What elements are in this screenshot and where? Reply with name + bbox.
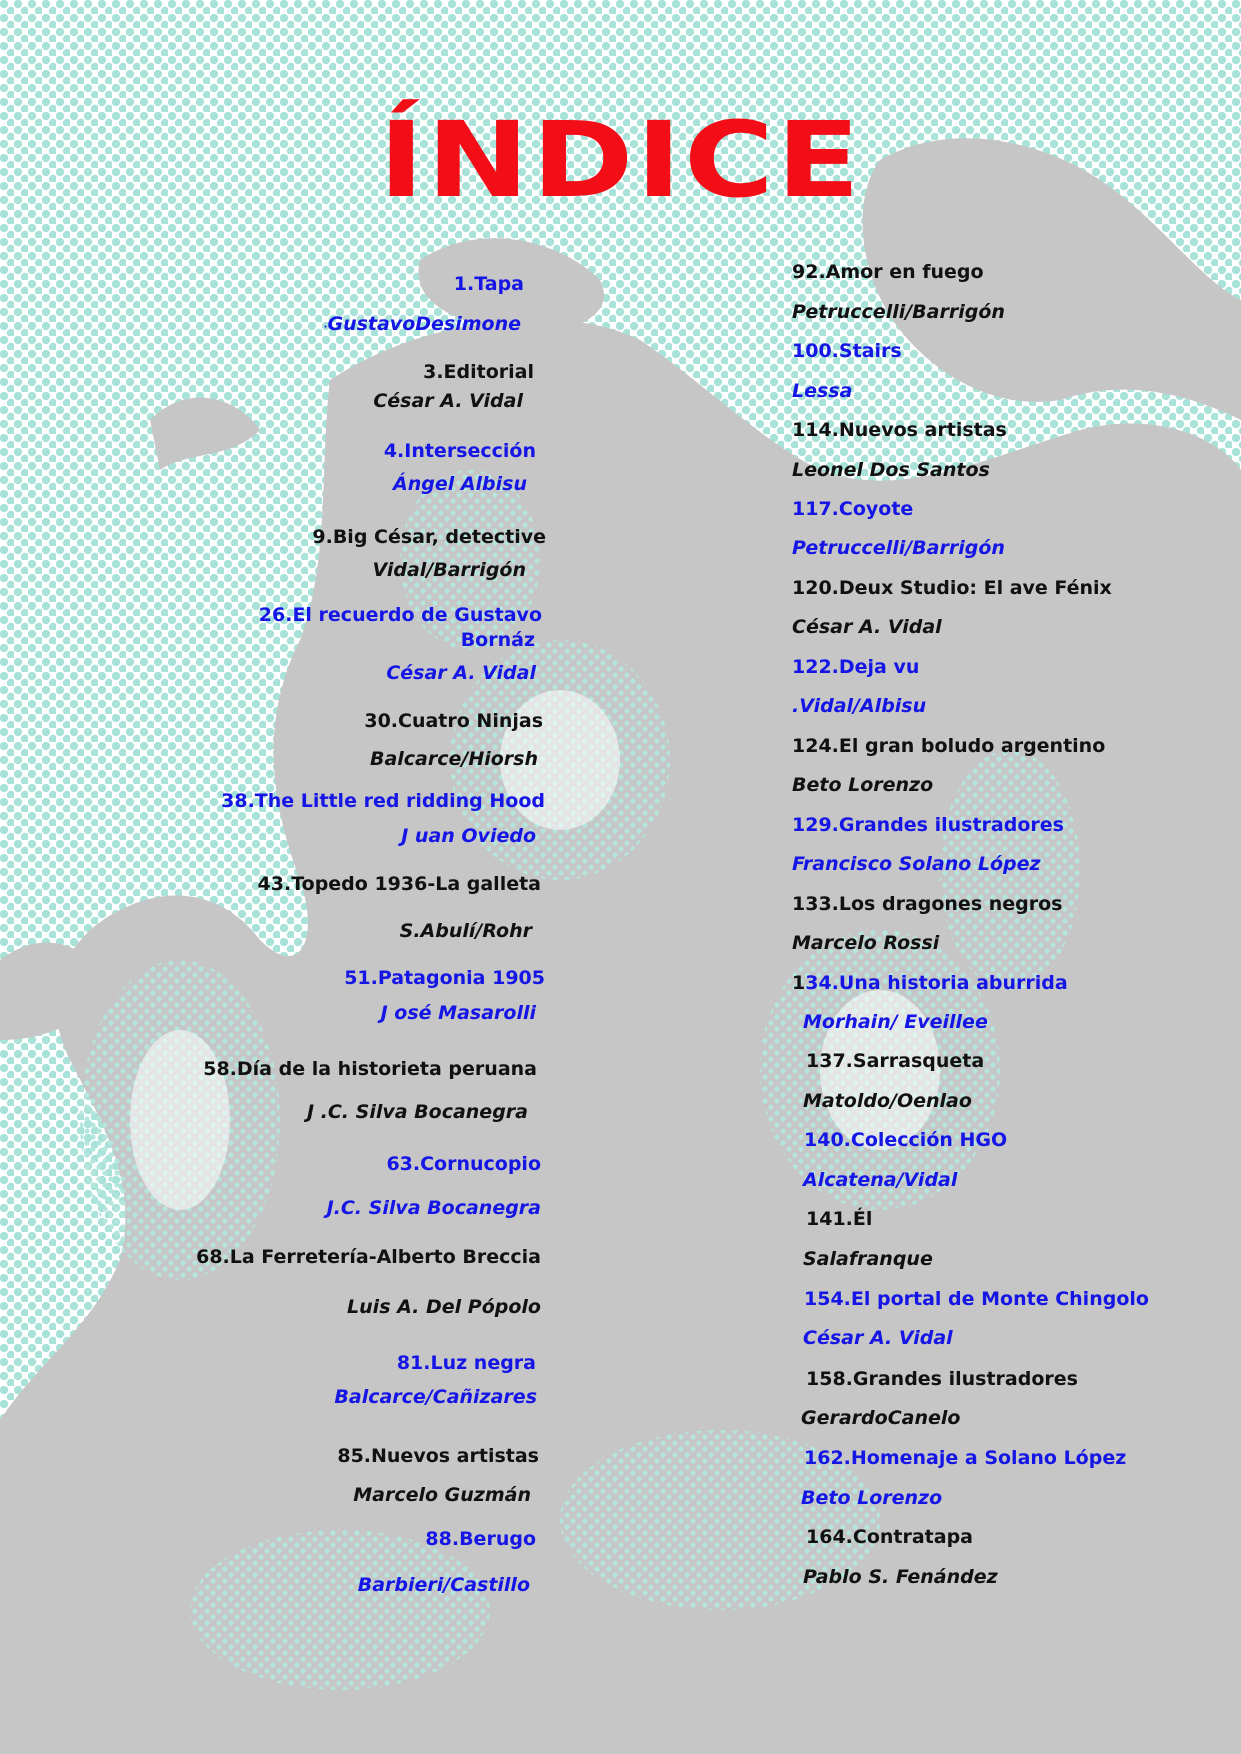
toc-title: 114.Nuevos artistas (792, 419, 1007, 441)
toc-title: 58.Día de la historieta peruana (203, 1058, 537, 1080)
toc-author: Balcarce/Hiorsh (369, 748, 538, 770)
toc-title: 100.Stairs (792, 340, 902, 362)
toc-title: 92.Amor en fuego (792, 261, 984, 283)
toc-title: 124.El gran boludo argentino (792, 735, 1106, 757)
toc-author: J.C. Silva Bocanegra (326, 1197, 541, 1219)
toc-title: 63.Cornucopio (386, 1153, 541, 1175)
toc-author: Marcelo Rossi (792, 932, 940, 954)
bullet-mark: · (323, 322, 328, 333)
toc-title: 158.Grandes ilustradores (806, 1368, 1078, 1390)
toc-author: Alcatena/Vidal (803, 1169, 958, 1191)
toc-author: Francisco Solano López (792, 853, 1041, 875)
toc-author: César A. Vidal (386, 662, 536, 684)
toc-title: 85.Nuevos artistas (337, 1445, 539, 1467)
toc-title: 164.Contratapa (806, 1526, 974, 1548)
toc-title: 88.Berugo (425, 1528, 536, 1550)
toc-author: Beto Lorenzo (801, 1487, 943, 1509)
toc-author: Balcarce/Cañizares (334, 1386, 537, 1408)
toc-author: S.Abulí/Rohr (399, 920, 532, 942)
toc-title: 133.Los dragones negros (792, 893, 1063, 915)
toc-title-continued: Bornáz (460, 629, 535, 651)
toc-author: César A. Vidal (792, 616, 942, 638)
toc-title: 140.Colección HGO (804, 1129, 1008, 1151)
toc-title: 162.Homenaje a Solano López (804, 1447, 1127, 1469)
toc-author: Petruccelli/Barrigón (792, 537, 1005, 559)
toc-author-text: GustavoDesimone (327, 313, 521, 335)
toc-title: 137.Sarrasqueta (806, 1050, 985, 1072)
toc-author: Luis A. Del Pópolo (347, 1296, 541, 1318)
toc-author: Morhain/ Eveillee (803, 1011, 988, 1033)
toc-title: 51.Patagonia 1905 (344, 967, 545, 989)
toc-title: 3.Editorial (423, 361, 534, 383)
toc-author: Vidal/Barrigón (372, 559, 526, 581)
toc-author: GerardoCanelo (801, 1407, 961, 1429)
toc-author: Beto Lorenzo (792, 774, 934, 796)
toc-author: Lessa (792, 380, 853, 402)
toc-title: 154.El portal de Monte Chingolo (804, 1288, 1149, 1310)
toc-title: 122.Deja vu (792, 656, 920, 678)
page-title: ÍNDICE (378, 99, 863, 221)
toc-title: 117.Coyote (792, 498, 914, 520)
toc-author: César A. Vidal (803, 1327, 953, 1349)
toc-title: 68.La Ferretería-Alberto Breccia (196, 1246, 541, 1268)
toc-author: Pablo S. Fenández (803, 1566, 998, 1588)
toc-author: J .C. Silva Bocanegra (306, 1101, 528, 1123)
toc-title: 120.Deux Studio: El ave Fénix (792, 577, 1112, 599)
toc-title: 30.Cuatro Ninjas (364, 710, 543, 732)
toc-author: Salafranque (803, 1248, 933, 1270)
toc-author: Leonel Dos Santos (792, 459, 990, 481)
toc-title: 129.Grandes ilustradores (792, 814, 1064, 836)
toc-title-rest: 34.Una historia aburrida (805, 972, 1068, 994)
toc-title: 4.Intersección (383, 440, 536, 462)
toc-author: Barbieri/Castillo (357, 1574, 530, 1596)
toc-title: 43.Topedo 1936-La galleta (257, 873, 541, 895)
toc-title: 141.Él (806, 1208, 873, 1230)
toc-author: Petruccelli/Barrigón (792, 301, 1005, 323)
toc-title: 1.Tapa (453, 273, 524, 295)
toc-title: 26.El recuerdo de Gustavo (258, 604, 542, 626)
toc-author: Matoldo/Oenlao (803, 1090, 972, 1112)
toc-title: 9.Big César, detective (312, 526, 546, 548)
toc-title (792, 972, 1068, 994)
toc-author: Ángel Albisu (392, 473, 527, 495)
toc-author: .Vidal/Albisu (792, 695, 927, 717)
toc-author: Marcelo Guzmán (353, 1484, 531, 1506)
toc-title-first-char: 1 (792, 972, 806, 994)
toc-author: J uan Oviedo (401, 825, 536, 847)
toc-author (324, 313, 521, 339)
toc-title: 81.Luz negra (396, 1352, 536, 1374)
toc-author: César A. Vidal (373, 390, 523, 412)
toc-author: J osé Masarolli (380, 1002, 536, 1024)
toc-title: 38.The Little red ridding Hood (221, 790, 545, 812)
